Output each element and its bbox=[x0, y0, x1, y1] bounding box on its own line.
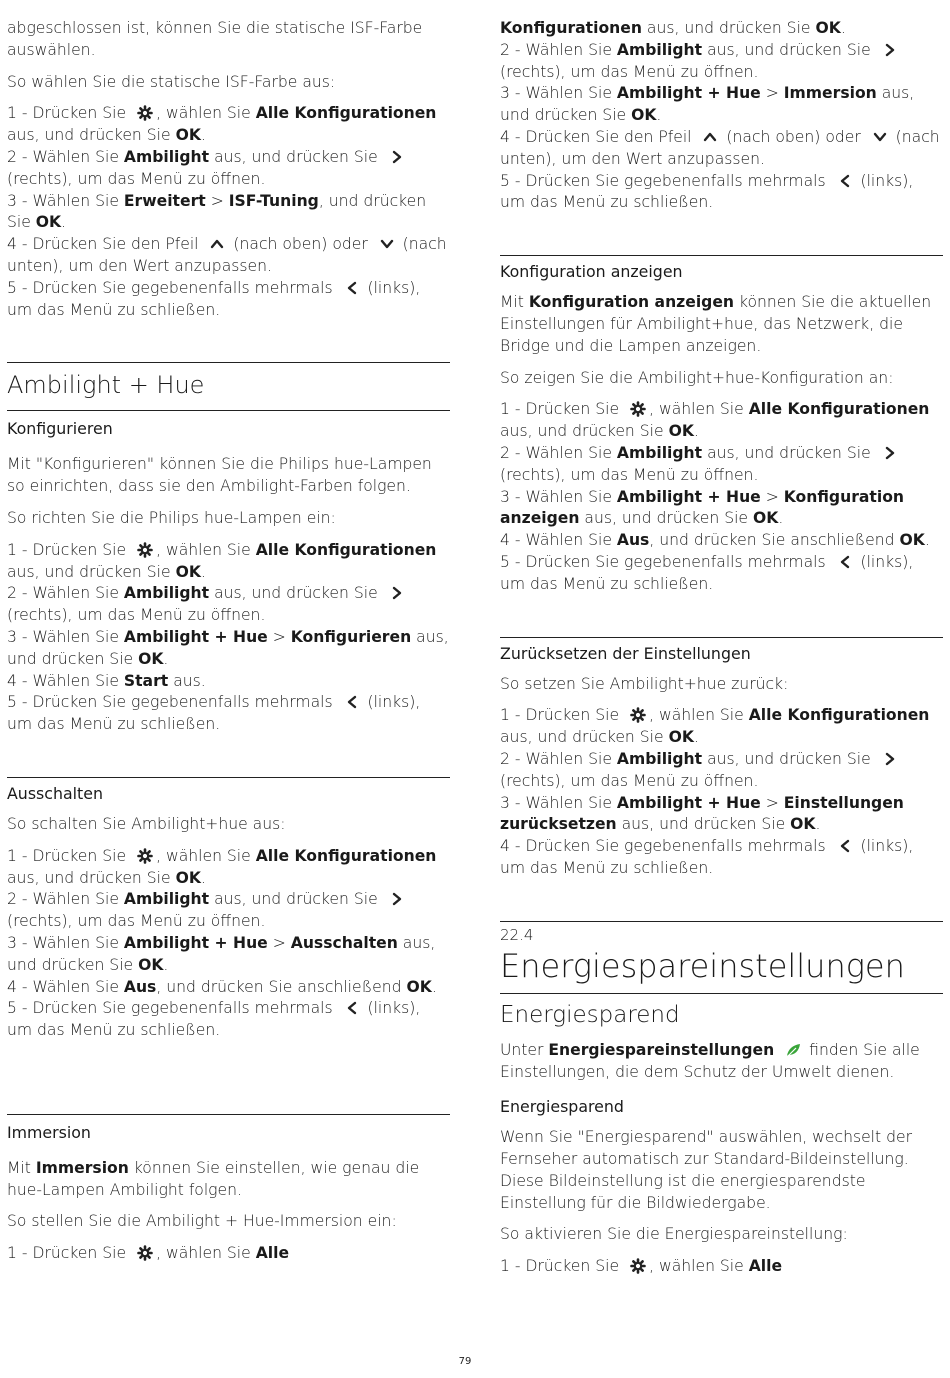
menu-term: Ausschalten bbox=[290, 933, 398, 952]
text-run: , wählen Sie bbox=[156, 540, 256, 559]
chevron-right-icon bbox=[882, 445, 898, 461]
text-run: , wählen Sie bbox=[649, 706, 749, 725]
step bbox=[7, 889, 450, 933]
menu-term: Ambilight + Hue bbox=[616, 84, 761, 103]
konfiguration-anzeigen-text bbox=[500, 292, 943, 357]
text-run: , und drücken Sie anschließend bbox=[649, 531, 900, 550]
menu-term: Alle Konfigurationen bbox=[255, 104, 437, 123]
text-run: . bbox=[200, 562, 206, 581]
menu-term: OK bbox=[899, 531, 925, 550]
menu-term: Ambilight + Hue bbox=[123, 627, 268, 646]
menu-term: OK bbox=[175, 126, 201, 145]
intro-text-2: So wählen Sie die statische ISF-Farbe aus: bbox=[7, 72, 336, 91]
gear-icon bbox=[137, 848, 153, 864]
step bbox=[7, 933, 450, 977]
menu-term: ISF-Tuning bbox=[228, 191, 319, 210]
chapter-number: 22.4 bbox=[500, 925, 534, 944]
text-run: . bbox=[431, 977, 437, 996]
text-run: , wählen Sie bbox=[156, 1244, 256, 1263]
menu-term: OK bbox=[815, 19, 841, 37]
divider bbox=[500, 993, 943, 994]
menu-term: Konfiguration anzeigen bbox=[500, 487, 905, 528]
step bbox=[7, 627, 450, 671]
energiesparend-heading: Energiesparend bbox=[500, 1001, 680, 1028]
menu-term: Start bbox=[123, 671, 169, 690]
text-run: > bbox=[760, 84, 784, 103]
text-run: (nach unten), um den Wert anzupassen. bbox=[7, 235, 447, 275]
chapter-divider bbox=[500, 921, 943, 922]
text-run: 3 - Wählen Sie bbox=[500, 487, 617, 506]
immersion-steps-cont bbox=[500, 18, 943, 214]
text-run: 2 - Wählen Sie bbox=[500, 443, 617, 462]
text-run: 3 - Wählen Sie bbox=[500, 84, 617, 103]
text-run: > bbox=[267, 933, 291, 952]
text-run: aus, und drücken Sie bbox=[7, 868, 176, 887]
text-run: aus, und drücken Sie bbox=[209, 890, 383, 909]
text-run: Mit bbox=[500, 293, 529, 312]
text-run: 5 - Drücken Sie gegebenenfalls mehrmals bbox=[500, 171, 831, 190]
step bbox=[500, 836, 943, 880]
chevron-up-icon bbox=[209, 236, 225, 252]
text-run: aus, und drücken Sie bbox=[702, 40, 876, 59]
text-run: > bbox=[760, 487, 784, 506]
reset-heading: Zurücksetzen der Einstellungen bbox=[500, 643, 751, 663]
step bbox=[7, 977, 450, 999]
reset-steps bbox=[500, 705, 943, 879]
text-run: . bbox=[656, 106, 662, 125]
menu-term: OK bbox=[138, 955, 164, 974]
chevron-right-icon bbox=[389, 891, 405, 907]
text-run: 2 - Wählen Sie bbox=[500, 40, 617, 59]
chevron-down-icon bbox=[379, 236, 395, 252]
text-run: , wählen Sie bbox=[156, 846, 256, 865]
step bbox=[500, 171, 943, 215]
text-run: 3 - Wählen Sie bbox=[7, 933, 124, 952]
text-run: . bbox=[924, 531, 930, 550]
text-run: > bbox=[205, 191, 229, 210]
menu-term: Ambilight bbox=[123, 584, 210, 603]
section-divider bbox=[7, 362, 450, 363]
text-run: . bbox=[163, 955, 169, 974]
text-run: (rechts), um das Menü zu öffnen. bbox=[7, 912, 266, 931]
text-run: 1 - Drücken Sie bbox=[7, 540, 132, 559]
step bbox=[7, 692, 450, 736]
leaf-icon bbox=[785, 1042, 801, 1058]
text-run: 4 - Drücken Sie gegebenenfalls mehrmals bbox=[500, 837, 831, 856]
chevron-left-icon bbox=[344, 1000, 360, 1016]
step bbox=[7, 147, 450, 191]
immersion-text bbox=[7, 1158, 450, 1202]
text-run: (links), um das Menü zu schließen. bbox=[7, 693, 421, 734]
text-run: . bbox=[693, 728, 699, 747]
konfiguration-anzeigen-text-2: So zeigen Sie die Ambilight+hue-Konfiguration an: bbox=[500, 368, 894, 387]
step bbox=[500, 399, 943, 443]
chevron-left-icon bbox=[837, 554, 853, 570]
step bbox=[7, 278, 450, 322]
text-run: (links), um das Menü zu schließen. bbox=[7, 278, 421, 319]
menu-term: Alle bbox=[748, 1257, 783, 1276]
immersion-heading: Immersion bbox=[7, 1122, 91, 1142]
chevron-left-icon bbox=[837, 838, 853, 854]
text-run: 5 - Drücken Sie gegebenenfalls mehrmals bbox=[7, 278, 338, 297]
text-run: 4 - Wählen Sie bbox=[500, 531, 617, 550]
text-run: > bbox=[760, 793, 784, 812]
menu-term: Immersion bbox=[35, 1158, 129, 1177]
text-run bbox=[774, 1041, 779, 1059]
ausschalten-steps bbox=[7, 846, 450, 1042]
step bbox=[500, 1256, 943, 1278]
menu-term: OK bbox=[175, 562, 201, 581]
text-run: 3 - Wählen Sie bbox=[7, 191, 124, 210]
step bbox=[7, 671, 450, 693]
text-run: > bbox=[267, 627, 291, 646]
text-run: (links), um das Menü zu schließen. bbox=[500, 552, 914, 593]
text-run: 2 - Wählen Sie bbox=[7, 147, 124, 166]
konfigurieren-heading: Konfigurieren bbox=[7, 419, 113, 439]
menu-term: Alle bbox=[255, 1244, 290, 1263]
text-run: (links), um das Menü zu schließen. bbox=[7, 999, 421, 1040]
text-run: (rechts), um das Menü zu öffnen. bbox=[7, 606, 266, 625]
page-number: 79 bbox=[458, 1356, 472, 1367]
text-run: (nach unten), um den Wert anzupassen. bbox=[500, 127, 940, 168]
step bbox=[500, 83, 943, 127]
text-run: aus, und drücken Sie bbox=[579, 509, 753, 528]
step bbox=[500, 530, 943, 552]
menu-term: Alle Konfigurationen bbox=[255, 846, 437, 865]
text-run: 2 - Wählen Sie bbox=[7, 584, 124, 603]
menu-term: OK bbox=[668, 728, 694, 747]
step bbox=[7, 583, 450, 627]
chevron-up-icon bbox=[702, 129, 718, 145]
step bbox=[500, 793, 943, 837]
energiesparend-subheading: Energiesparend bbox=[500, 1097, 624, 1117]
menu-term: Immersion bbox=[783, 84, 877, 103]
divider bbox=[500, 255, 943, 256]
intro-text: abgeschlossen ist, können Sie die statische ISF-Farbe auswählen. bbox=[7, 19, 423, 59]
step bbox=[500, 127, 943, 171]
text-run: 1 - Drücken Sie bbox=[500, 706, 625, 725]
chevron-down-icon bbox=[872, 129, 888, 145]
menu-term: Konfiguration anzeigen bbox=[528, 293, 735, 312]
energy-text: Wenn Sie "Energiesparend" auswählen, wechselt der Fernseher automatisch zur Standard-Bildeinstellung. Diese Bildeinstellung ist die energiesparendste Einstellung für die Bildwiedergabe. bbox=[500, 1128, 912, 1212]
menu-term: Ambilight bbox=[616, 443, 703, 462]
energy-intro bbox=[500, 1040, 943, 1084]
menu-term: OK bbox=[668, 422, 694, 441]
menu-term: Ambilight + Hue bbox=[616, 487, 761, 506]
text-run: . bbox=[693, 422, 699, 441]
step bbox=[500, 487, 943, 531]
text-run: aus, und drücken Sie bbox=[702, 443, 876, 462]
chapter-title: Energiespareinstellungen bbox=[500, 946, 905, 985]
text-run: 1 - Drücken Sie bbox=[7, 104, 132, 123]
text-run: aus, und drücken Sie bbox=[616, 815, 791, 834]
step bbox=[7, 540, 450, 584]
divider bbox=[7, 777, 450, 778]
text-run: 5 - Drücken Sie gegebenenfalls mehrmals bbox=[7, 693, 338, 712]
ausschalten-text: So schalten Sie Ambilight+hue aus: bbox=[7, 814, 286, 833]
text-run: . bbox=[840, 19, 846, 37]
menu-term: OK bbox=[406, 977, 432, 996]
text-run: . bbox=[815, 815, 821, 834]
text-run: (nach oben) oder bbox=[228, 235, 373, 254]
step bbox=[7, 998, 450, 1042]
gear-icon bbox=[137, 1245, 153, 1261]
text-run: 5 - Drücken Sie gegebenenfalls mehrmals bbox=[500, 552, 831, 571]
step bbox=[500, 40, 943, 84]
section-title: Ambilight + Hue bbox=[7, 371, 205, 400]
right-column bbox=[500, 18, 943, 1278]
text-run: . bbox=[778, 509, 784, 528]
divider bbox=[7, 410, 450, 411]
menu-term: Ambilight + Hue bbox=[616, 793, 761, 812]
menu-term: Ambilight bbox=[616, 749, 703, 768]
text-run: (rechts), um das Menü zu öffnen. bbox=[500, 465, 759, 484]
menu-term: OK bbox=[631, 106, 657, 125]
menu-term: Aus bbox=[616, 531, 650, 550]
text-run: 3 - Wählen Sie bbox=[7, 627, 124, 646]
menu-term: Alle Konfigurationen bbox=[748, 400, 930, 419]
step bbox=[500, 18, 943, 40]
text-run: (rechts), um das Menü zu öffnen. bbox=[7, 169, 266, 188]
text-run: (rechts), um das Menü zu öffnen. bbox=[500, 771, 759, 790]
konfigurieren-text-2: So richten Sie die Philips hue-Lampen ein: bbox=[7, 508, 336, 527]
gear-icon bbox=[137, 105, 153, 121]
konfiguration-anzeigen-steps bbox=[500, 399, 943, 595]
text-run: Mit bbox=[7, 1158, 36, 1177]
text-run: (links), um das Menü zu schließen. bbox=[500, 171, 914, 212]
menu-term: Alle Konfigurationen bbox=[748, 706, 930, 725]
menu-term: Energiespareinstellungen bbox=[548, 1040, 775, 1059]
left-column bbox=[7, 18, 450, 1265]
step bbox=[500, 552, 943, 596]
text-run: 2 - Wählen Sie bbox=[500, 749, 617, 768]
menu-term: Ambilight bbox=[123, 147, 210, 166]
gear-icon bbox=[630, 401, 646, 417]
text-run: (links), um das Menü zu schließen. bbox=[500, 837, 914, 877]
text-run: aus, und drücken Sie bbox=[500, 422, 669, 441]
text-run: 4 - Drücken Sie den Pfeil bbox=[7, 235, 204, 254]
menu-term: Alle Konfigurationen bbox=[255, 540, 437, 559]
text-run: , und drücken Sie anschließend bbox=[156, 977, 407, 996]
text-run: 1 - Drücken Sie bbox=[500, 400, 625, 419]
gear-icon bbox=[137, 542, 153, 558]
text-run: . bbox=[61, 213, 67, 232]
text-run: aus, und drücken Sie bbox=[209, 147, 383, 166]
divider bbox=[500, 637, 943, 638]
step bbox=[7, 191, 450, 235]
text-run: 4 - Wählen Sie bbox=[7, 977, 124, 996]
text-run: . bbox=[200, 868, 206, 887]
step bbox=[7, 103, 450, 147]
text-run: aus, und drücken Sie bbox=[7, 562, 176, 581]
step bbox=[7, 234, 450, 278]
text-run: , und drücken Sie bbox=[7, 191, 427, 232]
immersion-text-2: So stellen Sie die Ambilight + Hue-Immersion ein: bbox=[7, 1212, 397, 1231]
text-run: aus, und drücken Sie bbox=[500, 84, 915, 125]
menu-term: Konfigurationen bbox=[500, 19, 642, 37]
text-run: (rechts), um das Menü zu öffnen. bbox=[500, 62, 759, 81]
menu-term: Ambilight + Hue bbox=[123, 933, 268, 952]
menu-term: OK bbox=[790, 815, 816, 834]
chevron-right-icon bbox=[882, 42, 898, 58]
text-run: aus, und drücken Sie bbox=[7, 627, 449, 668]
step bbox=[500, 705, 943, 749]
konfigurieren-steps bbox=[7, 540, 450, 736]
step bbox=[500, 749, 943, 793]
energy-steps bbox=[500, 1256, 943, 1278]
menu-term: OK bbox=[752, 509, 779, 528]
menu-term: OK bbox=[35, 213, 62, 232]
gear-icon bbox=[630, 1258, 646, 1274]
text-run: aus. bbox=[168, 671, 206, 690]
text-run: können Sie die aktuellen Einstellungen für Ambilight+hue, das Netzwerk, die Bridge und die Lampen anzeigen. bbox=[500, 293, 932, 355]
text-run: aus, und drücken Sie bbox=[7, 126, 176, 145]
chevron-left-icon bbox=[344, 280, 360, 296]
ausschalten-heading: Ausschalten bbox=[7, 783, 103, 803]
isf-steps bbox=[7, 103, 450, 321]
text-run: . bbox=[163, 649, 169, 668]
text-run: Unter bbox=[500, 1040, 549, 1059]
text-run: 4 - Wählen Sie bbox=[7, 671, 124, 690]
menu-term: Konfigurieren bbox=[290, 627, 412, 646]
immersion-steps bbox=[7, 1243, 450, 1265]
text-run: . bbox=[200, 126, 206, 145]
text-run: 1 - Drücken Sie bbox=[500, 1257, 625, 1276]
text-run: aus, und drücken Sie bbox=[209, 584, 383, 603]
text-run: aus, und drücken Sie bbox=[702, 749, 876, 768]
text-run: 1 - Drücken Sie bbox=[7, 846, 132, 865]
chevron-left-icon bbox=[837, 173, 853, 189]
text-run: 5 - Drücken Sie gegebenenfalls mehrmals bbox=[7, 999, 338, 1018]
menu-term: OK bbox=[175, 868, 201, 887]
text-run: , wählen Sie bbox=[649, 400, 749, 419]
text-run: 3 - Wählen Sie bbox=[500, 793, 617, 812]
menu-term: Erweitert bbox=[123, 191, 206, 210]
konfigurieren-text: Mit "Konfigurieren" können Sie die Philips hue-Lampen so einrichten, dass sie den Ambilight-Farben folgen. bbox=[7, 455, 432, 496]
divider bbox=[7, 1114, 450, 1115]
text-run: (nach oben) oder bbox=[721, 127, 866, 146]
text-run: können Sie einstellen, wie genau die hue-Lampen Ambilight folgen. bbox=[7, 1158, 420, 1199]
chevron-right-icon bbox=[882, 751, 898, 767]
gear-icon bbox=[630, 707, 646, 723]
chevron-right-icon bbox=[389, 585, 405, 601]
menu-term: OK bbox=[138, 649, 164, 668]
text-run: 2 - Wählen Sie bbox=[7, 890, 124, 909]
chevron-right-icon bbox=[389, 149, 405, 165]
text-run: , wählen Sie bbox=[156, 104, 256, 123]
menu-term: Ambilight bbox=[123, 890, 210, 909]
konfiguration-anzeigen-heading: Konfiguration anzeigen bbox=[500, 262, 683, 282]
text-run: aus, und drücken Sie bbox=[500, 728, 669, 747]
step bbox=[7, 846, 450, 890]
menu-term: Ambilight bbox=[616, 40, 703, 59]
text-run: , wählen Sie bbox=[649, 1257, 749, 1276]
text-run: 4 - Drücken Sie den Pfeil bbox=[500, 127, 697, 146]
step bbox=[500, 443, 943, 487]
text-run: finden Sie alle Einstellungen, die dem Schutz der Umwelt dienen. bbox=[500, 1040, 920, 1081]
menu-term: Einstellungen zurücksetzen bbox=[500, 793, 904, 834]
chevron-left-icon bbox=[344, 694, 360, 710]
text-run: aus, und drücken Sie bbox=[641, 19, 816, 37]
text-run: 1 - Drücken Sie bbox=[7, 1244, 132, 1263]
text-run: aus, und drücken Sie bbox=[7, 933, 436, 974]
energy-text-2: So aktivieren Sie die Energiespareinstellung: bbox=[500, 1225, 848, 1244]
step bbox=[7, 1243, 450, 1265]
reset-text: So setzen Sie Ambilight+hue zurück: bbox=[500, 674, 789, 693]
menu-term: Aus bbox=[123, 977, 157, 996]
